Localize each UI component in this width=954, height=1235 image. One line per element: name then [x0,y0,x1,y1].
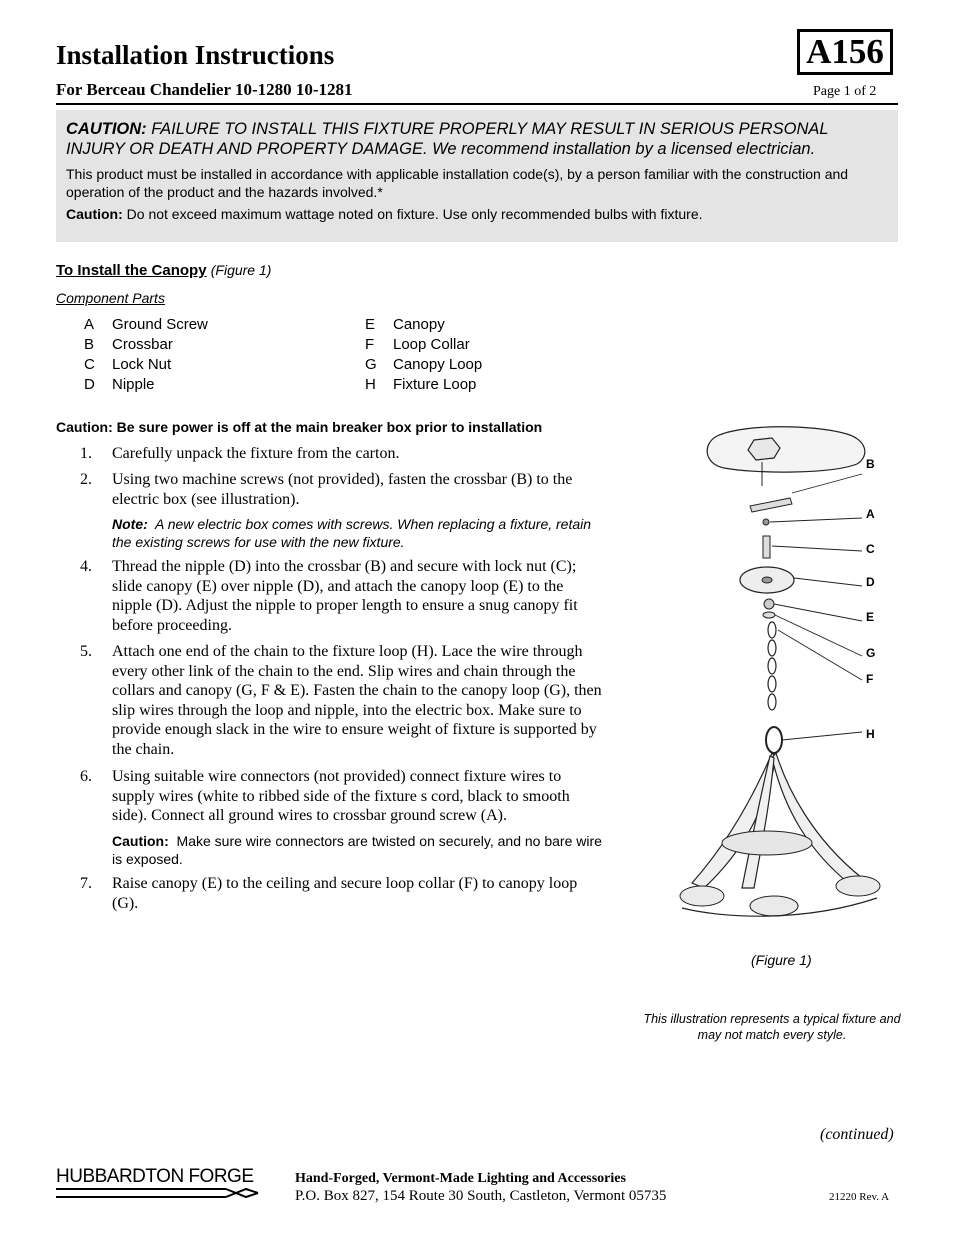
part-letter: D [84,376,95,393]
caution-code-text: This product must be installed in accordance with applicable installation code(s), by a person familiar with the construction and operation of the product and the hazards involved.* [66,166,849,200]
step-text: Raise canopy (E) to the ceiling and secure loop collar (F) to canopy loop (G). [112,875,578,912]
part-letter: F [365,336,375,353]
figure-label: F [866,672,874,686]
part-name: Nipple [112,376,155,393]
figure-label: E [866,610,875,624]
step-number: 2. [80,471,92,488]
part-letter: B [84,336,95,353]
part-name: Canopy [393,316,445,333]
power-caution: Caution: Be sure power is off at the main breaker box prior to installation [56,419,543,435]
step-text: Using two machine screws (not provided), fasten the crossbar (B) to the electric box (see illustration). [112,471,573,508]
product-subtitle: For Berceau Chandelier 10-1280 10-1281 [56,80,353,99]
step-text: Attach one end of the chain to the fixture loop (H). Lace the wire through every other link of the chain to the end. Slip wires and chain through the collars and canopy (G, F & E). Fasten the chain to the canopy loop (G), then slip wires through the loop and nipple, into the electric box. Make sure to provide enough slack in the wire to ensure weight of fixture is supported by the chain. [112,643,602,758]
section-figure-ref: (Figure 1) [210,262,272,278]
step-number: 6. [80,768,92,785]
wattage-text: Do not exceed maximum wattage noted on fixture. Use only recommended bulbs with fixture. [126,206,703,222]
page-number: Page 1 of 2 [813,84,877,99]
part-name: Canopy Loop [393,356,483,373]
part-name: Crossbar [112,336,173,353]
figure-disclaimer: This illustration represents a typical fixture and may not match every style. [643,1012,901,1042]
part-name: Ground Screw [112,316,208,333]
components-heading: Component Parts [56,290,165,306]
caution-wattage-text [66,206,886,223]
wire-caution-label: Caution: [112,833,169,849]
doc-id: 21220 Rev. A [829,1191,890,1203]
doc-code-box: A156 [797,29,893,75]
figure-label: A [866,507,875,521]
step-text: Thread the nipple (D) into the crossbar (B) and secure with lock nut (C); slide canopy (E) over nipple (D), and attach the canopy loop (E) to the nipple (D). Adjust the nipple to proper length to ensure a snug canopy fit before proceeding. [112,558,578,634]
step-number: 5. [80,643,92,660]
step-text: Using suitable wire connectors (not provided) connect fixture wires to supply wires (white to ribbed side of the fixture s cord, black to smooth side). Connect all ground wires to crossbar ground screw (A). [112,768,570,825]
figure-label: C [866,542,875,556]
brand-name: HUBBARDTON FORGE [56,1166,254,1187]
note-text [112,515,612,551]
chandelier-illustration [662,418,898,934]
step-number: 7. [80,875,92,892]
step-number: 4. [80,558,92,575]
part-letter: G [365,356,377,373]
note-body: A new electric box comes with screws. When replacing a fixture, retain the existing screws for use with the new fixture. [112,516,592,550]
section-title: To Install the Canopy [56,262,207,279]
figure-label: G [866,646,876,660]
part-letter: E [365,316,376,333]
figure-label: H [866,727,875,741]
continued-label: (continued) [820,1126,894,1143]
page-title: Installation Instructions [56,40,335,70]
wire-caution-text [112,832,612,868]
part-letter: C [84,356,95,373]
step-number: 1. [80,445,92,462]
footer-address: P.O. Box 827, 154 Route 30 South, Castleton, Vermont 05735 [295,1188,667,1204]
part-name: Lock Nut [112,356,172,373]
figure-label: D [866,575,875,589]
section-heading [56,262,271,279]
caution-main: FAILURE TO INSTALL THIS FIXTURE PROPERLY MAY RESULT IN SERIOUS PERSONAL INJURY OR DEATH AND PROPERTY DAMAGE. We recommend installation by a licensed electrician. [66,120,829,158]
part-letter: A [84,316,95,333]
footer-tagline: Hand-Forged, Vermont-Made Lighting and Accessories [295,1171,626,1186]
part-name: Loop Collar [393,336,470,353]
wire-caution-body: Make sure wire connectors are twisted on securely, and no bare wire is exposed. [112,833,602,867]
caution-main-text [66,119,886,159]
brand-logo [56,1166,260,1200]
header-rule [56,103,898,105]
part-letter: H [365,376,376,393]
step-text: Carefully unpack the fixture from the carton. [112,445,400,462]
forge-tongs-icon [56,1186,260,1200]
wattage-label: Caution: [66,206,123,222]
note-label: Note: [112,516,148,532]
figure-caption: (Figure 1) [751,952,812,968]
caution-label: CAUTION: [66,120,147,138]
figure-label: B [866,457,875,471]
part-name: Fixture Loop [393,376,477,393]
